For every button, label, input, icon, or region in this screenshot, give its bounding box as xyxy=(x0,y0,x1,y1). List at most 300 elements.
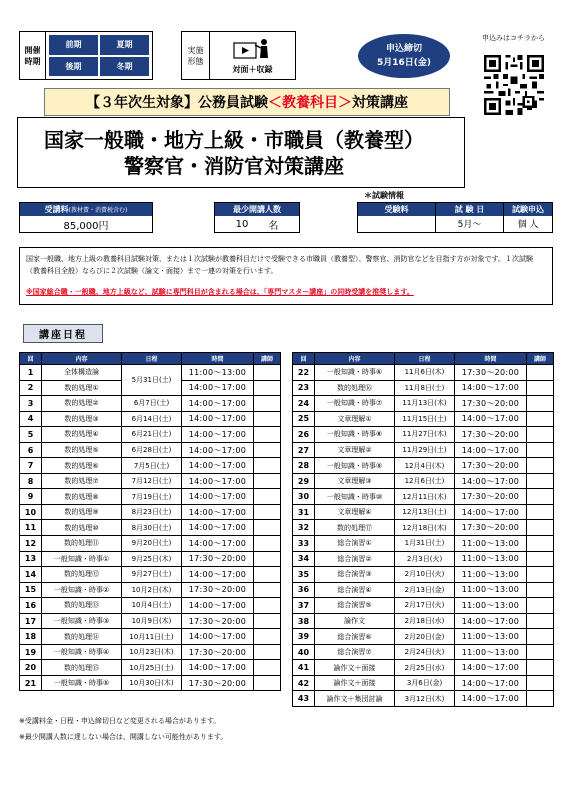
session-instructor xyxy=(527,551,554,567)
session-content: 一般知識・時事⑨ xyxy=(315,458,395,474)
exam-date-col xyxy=(436,203,504,232)
session-instructor xyxy=(527,473,554,489)
header-content: 内容 xyxy=(42,353,122,365)
session-content: 文章理解② xyxy=(315,442,395,458)
table-row xyxy=(293,629,554,645)
fee-value: 85,000円 xyxy=(63,221,109,232)
session-time: 14:00～17:00 xyxy=(182,489,254,505)
session-date: 8月30日(土) xyxy=(122,520,182,536)
session-date: 2月25日(水) xyxy=(395,660,455,676)
session-number: 13 xyxy=(20,551,42,567)
table-row xyxy=(293,551,554,567)
session-time: 14:00～17:00 xyxy=(455,473,527,489)
session-date: 11月13日(木) xyxy=(395,396,455,412)
session-instructor xyxy=(527,489,554,505)
session-time: 17:30～20:00 xyxy=(182,675,254,691)
session-number: 43 xyxy=(293,691,315,707)
period-cell-autumn: 後期 xyxy=(49,57,98,77)
header-date: 日程 xyxy=(395,353,455,365)
table-row xyxy=(20,629,281,645)
session-instructor xyxy=(254,396,281,412)
header-content: 内容 xyxy=(315,353,395,365)
session-number: 28 xyxy=(293,458,315,474)
session-content: 論作文＋面接 xyxy=(315,675,395,691)
session-instructor xyxy=(254,458,281,474)
session-time: 14:00～17:00 xyxy=(182,411,254,427)
session-instructor xyxy=(254,629,281,645)
session-time: 11:00～13:00 xyxy=(455,536,527,552)
period-cell-spring: 前期 xyxy=(49,35,98,55)
session-content: 文章理解③ xyxy=(315,473,395,489)
session-date: 6月14日(土) xyxy=(122,411,182,427)
table-row xyxy=(20,411,281,427)
table-row xyxy=(293,489,554,505)
table-row xyxy=(293,365,554,381)
session-content: 総合演習① xyxy=(315,536,395,552)
session-date: 9月25日(木) xyxy=(122,551,182,567)
session-number: 19 xyxy=(20,644,42,660)
session-time: 14:00～17:00 xyxy=(182,380,254,396)
exam-date-value: 5月～ xyxy=(457,220,482,231)
session-instructor xyxy=(254,675,281,691)
banner-subject: ＜教養科目＞ xyxy=(268,95,352,111)
table-row xyxy=(293,567,554,583)
session-number: 42 xyxy=(293,675,315,691)
session-date: 11月6日(木) xyxy=(395,365,455,381)
session-instructor xyxy=(254,644,281,660)
session-date: 10月2日(木) xyxy=(122,582,182,598)
session-date: 6月21日(土) xyxy=(122,427,182,443)
session-time: 14:00～17:00 xyxy=(455,380,527,396)
classroom-video-icon xyxy=(231,36,275,62)
session-date: 12月4日(木) xyxy=(395,458,455,474)
session-time: 14:00～17:00 xyxy=(455,691,527,707)
session-time: 14:00～17:00 xyxy=(182,504,254,520)
session-content: 総合演習③ xyxy=(315,567,395,583)
session-number: 9 xyxy=(20,489,42,505)
session-number: 20 xyxy=(20,660,42,676)
session-time: 14:00～17:00 xyxy=(182,473,254,489)
session-number: 37 xyxy=(293,598,315,614)
session-date: 7月19日(土) xyxy=(122,489,182,505)
table-row xyxy=(293,644,554,660)
session-date: 3月6日(金) xyxy=(395,675,455,691)
session-date: 11月15日(土) xyxy=(395,411,455,427)
banner-target: 【３年次生対象】公務員試験 xyxy=(86,95,268,111)
session-content: 論作文 xyxy=(315,613,395,629)
session-number: 36 xyxy=(293,582,315,598)
session-date: 11月29日(土) xyxy=(395,442,455,458)
session-content: 一般知識・時事⑥ xyxy=(315,365,395,381)
session-number: 21 xyxy=(20,675,42,691)
session-number: 29 xyxy=(293,473,315,489)
session-time: 14:00～17:00 xyxy=(182,536,254,552)
session-content: 数的処理⑫ xyxy=(42,567,122,583)
session-date: 12月13日(土) xyxy=(395,504,455,520)
session-content: 総合演習⑤ xyxy=(315,598,395,614)
session-time: 11:00～13:00 xyxy=(455,629,527,645)
session-instructor xyxy=(254,660,281,676)
session-instructor xyxy=(254,504,281,520)
fee-header xyxy=(20,203,152,216)
table-row xyxy=(293,473,554,489)
session-date: 2月24日(火) xyxy=(395,644,455,660)
session-number: 34 xyxy=(293,551,315,567)
session-instructor xyxy=(254,551,281,567)
session-content: 数的処理⑤ xyxy=(42,442,122,458)
session-instructor xyxy=(527,380,554,396)
session-date: 9月27日(土) xyxy=(122,567,182,583)
description-text: 国家一般職、地方上級の教養科目試験対策、または１次試験が教養科目だけで受験できる市職員（教養型）、警察官、消防官などを目指す方が対象です。１次試験（教養科目全般）ならびに２次試験（論文・面接）まで一連の対策を行います。 xyxy=(26,255,533,275)
fee-label-note: (教材費・消費税含む) xyxy=(68,207,128,214)
exam-info-box xyxy=(357,202,553,233)
session-time: 11:00～13:00 xyxy=(455,598,527,614)
session-date: 8月23日(土) xyxy=(122,504,182,520)
exam-fee-value xyxy=(358,216,435,232)
session-number: 27 xyxy=(293,442,315,458)
format-text: 対面＋収録 xyxy=(232,65,273,74)
table-row xyxy=(20,489,281,505)
session-time: 11:00～13:00 xyxy=(182,365,254,381)
table-row xyxy=(20,660,281,676)
session-date: 5月31日(土) xyxy=(122,365,182,396)
footnote-changes: ※受講料金・日程・申込締切日など変更される場合があります。 xyxy=(19,717,221,725)
session-instructor xyxy=(527,520,554,536)
main-title-line1: 国家一般職・地方上級・市職員（教養型） xyxy=(44,127,424,152)
session-content: 数的処理③ xyxy=(42,411,122,427)
min-students-value xyxy=(215,216,299,233)
session-instructor xyxy=(527,365,554,381)
schedule-header-row xyxy=(20,353,281,365)
format-box xyxy=(181,31,296,80)
table-row xyxy=(20,551,281,567)
session-date: 10月23日(木) xyxy=(122,644,182,660)
session-date: 10月11日(土) xyxy=(122,629,182,645)
session-instructor xyxy=(254,411,281,427)
session-date: 6月7日(土) xyxy=(122,396,182,412)
session-time: 11:00～13:00 xyxy=(455,582,527,598)
table-row xyxy=(20,504,281,520)
min-students-header: 最少開講人数 xyxy=(215,203,299,216)
table-row xyxy=(20,567,281,583)
session-time: 14:00～17:00 xyxy=(182,458,254,474)
session-instructor xyxy=(527,598,554,614)
session-number: 32 xyxy=(293,520,315,536)
min-students-unit: 名 xyxy=(268,221,279,232)
session-content: 数的処理⑮ xyxy=(42,660,122,676)
schedule-title: 講座日程 xyxy=(23,324,103,343)
table-row xyxy=(293,411,554,427)
session-number: 7 xyxy=(20,458,42,474)
session-instructor xyxy=(527,675,554,691)
session-content: 全体構造論 xyxy=(42,365,122,381)
period-cell-summer: 夏期 xyxy=(100,35,149,55)
period-box xyxy=(19,31,153,80)
header-instructor: 講師 xyxy=(527,353,554,365)
header-instructor: 講師 xyxy=(254,353,281,365)
session-content: 数的処理⑪ xyxy=(42,536,122,552)
table-row xyxy=(20,396,281,412)
table-row xyxy=(20,442,281,458)
session-date: 2月20日(金) xyxy=(395,629,455,645)
qr-code-icon[interactable] xyxy=(484,55,544,115)
session-date: 3月12日(木) xyxy=(395,691,455,707)
table-row xyxy=(293,613,554,629)
session-time: 11:00～13:00 xyxy=(455,551,527,567)
session-time: 17:30～20:00 xyxy=(182,551,254,567)
session-date: 6月28日(土) xyxy=(122,442,182,458)
table-row xyxy=(20,458,281,474)
table-row xyxy=(293,582,554,598)
session-instructor xyxy=(527,691,554,707)
session-time: 17:30～20:00 xyxy=(182,644,254,660)
target-banner xyxy=(44,88,450,116)
table-row xyxy=(293,520,554,536)
session-number: 23 xyxy=(293,380,315,396)
session-instructor xyxy=(254,473,281,489)
session-number: 15 xyxy=(20,582,42,598)
min-students-box xyxy=(214,202,300,233)
session-number: 8 xyxy=(20,473,42,489)
session-number: 39 xyxy=(293,629,315,645)
min-students-number: 10 xyxy=(235,219,249,230)
table-row xyxy=(20,675,281,691)
session-content: 数的処理⑦ xyxy=(42,473,122,489)
session-date: 10月30日(木) xyxy=(122,675,182,691)
session-instructor xyxy=(254,380,281,396)
table-row xyxy=(293,536,554,552)
main-title-line2: 警察官・消防官対策講座 xyxy=(124,153,344,178)
session-number: 6 xyxy=(20,442,42,458)
table-row xyxy=(293,427,554,443)
session-instructor xyxy=(527,644,554,660)
session-instructor xyxy=(254,520,281,536)
session-date: 9月20日(土) xyxy=(122,536,182,552)
session-instructor xyxy=(254,427,281,443)
description-warning: ※国家総合職・一般職、地方上級など、試験に専門科目が含まれる場合は、「専門マスター講座」の同時受講を推奨します。 xyxy=(26,288,414,296)
session-number: 1 xyxy=(20,365,42,381)
session-time: 11:00～13:00 xyxy=(455,567,527,583)
session-content: 数的処理⑰ xyxy=(315,520,395,536)
period-label: 開催 時期 xyxy=(20,32,46,79)
session-content: 総合演習⑦ xyxy=(315,644,395,660)
format-body xyxy=(210,32,295,79)
table-row xyxy=(20,473,281,489)
session-content: 数的処理① xyxy=(42,380,122,396)
table-row xyxy=(293,675,554,691)
session-number: 2 xyxy=(20,380,42,396)
exam-fee-col xyxy=(358,203,436,232)
session-instructor xyxy=(527,504,554,520)
session-content: 一般知識・時事① xyxy=(42,551,122,567)
session-number: 35 xyxy=(293,567,315,583)
session-date: 12月18日(木) xyxy=(395,520,455,536)
session-instructor xyxy=(527,396,554,412)
session-content: 一般知識・時事⑦ xyxy=(315,396,395,412)
header-time: 時間 xyxy=(182,353,254,365)
session-time: 11:00～13:00 xyxy=(455,644,527,660)
exam-fee-header: 受験料 xyxy=(358,203,435,216)
session-content: 論作文＋面接 xyxy=(315,660,395,676)
table-row xyxy=(20,536,281,552)
session-time: 17:30～20:00 xyxy=(455,427,527,443)
session-time: 17:30～20:00 xyxy=(455,396,527,412)
table-row xyxy=(293,458,554,474)
table-row xyxy=(293,380,554,396)
session-number: 38 xyxy=(293,613,315,629)
table-row xyxy=(20,598,281,614)
session-instructor xyxy=(254,365,281,381)
session-date: 2月18日(水) xyxy=(395,613,455,629)
session-date: 2月13日(金) xyxy=(395,582,455,598)
session-time: 17:30～20:00 xyxy=(455,458,527,474)
schedule-table-right xyxy=(292,352,554,707)
session-instructor xyxy=(254,613,281,629)
session-content: 数的処理⑬ xyxy=(42,598,122,614)
session-content: 数的処理⑨ xyxy=(42,504,122,520)
session-instructor xyxy=(527,582,554,598)
session-date: 10月4日(土) xyxy=(122,598,182,614)
session-number: 16 xyxy=(20,598,42,614)
session-time: 14:00～17:00 xyxy=(455,675,527,691)
session-time: 17:30～20:00 xyxy=(455,365,527,381)
session-number: 41 xyxy=(293,660,315,676)
session-instructor xyxy=(527,411,554,427)
fee-label: 受講料 xyxy=(44,205,69,214)
table-row xyxy=(20,427,281,443)
session-number: 4 xyxy=(20,411,42,427)
session-content: 一般知識・時事② xyxy=(42,582,122,598)
session-date: 2月17日(火) xyxy=(395,598,455,614)
session-time: 14:00～17:00 xyxy=(455,660,527,676)
description-box xyxy=(19,247,553,305)
session-number: 40 xyxy=(293,644,315,660)
table-row xyxy=(20,582,281,598)
table-row xyxy=(293,660,554,676)
session-number: 12 xyxy=(20,536,42,552)
deadline-date: 5月16日(金) xyxy=(376,58,431,68)
session-date: 11月27日(木) xyxy=(395,427,455,443)
session-instructor xyxy=(527,613,554,629)
session-time: 17:30～20:00 xyxy=(182,613,254,629)
table-row xyxy=(20,613,281,629)
period-grid xyxy=(46,32,152,79)
session-time: 17:30～20:00 xyxy=(455,489,527,505)
session-date: 2月10日(火) xyxy=(395,567,455,583)
session-number: 3 xyxy=(20,396,42,412)
session-content: 総合演習⑥ xyxy=(315,629,395,645)
deadline-label: 申込締切 xyxy=(385,44,422,54)
session-instructor xyxy=(254,442,281,458)
table-row xyxy=(293,442,554,458)
session-time: 14:00～17:00 xyxy=(182,520,254,536)
table-row xyxy=(293,396,554,412)
session-number: 26 xyxy=(293,427,315,443)
session-content: 文章理解④ xyxy=(315,504,395,520)
session-instructor xyxy=(527,536,554,552)
session-content: 数的処理② xyxy=(42,396,122,412)
session-time: 14:00～17:00 xyxy=(455,442,527,458)
format-label: 実施 形態 xyxy=(182,32,210,79)
session-instructor xyxy=(527,442,554,458)
session-date: 12月6日(土) xyxy=(395,473,455,489)
session-number: 5 xyxy=(20,427,42,443)
table-row xyxy=(20,644,281,660)
session-instructor xyxy=(527,629,554,645)
session-time: 17:30～20:00 xyxy=(182,582,254,598)
session-time: 14:00～17:00 xyxy=(455,613,527,629)
session-date: 1月31日(土) xyxy=(395,536,455,552)
header-no: 回 xyxy=(20,353,42,365)
session-content: 数的処理⑧ xyxy=(42,489,122,505)
session-content: 文章理解① xyxy=(315,411,395,427)
session-instructor xyxy=(254,567,281,583)
session-content: 数的処理⑭ xyxy=(42,629,122,645)
session-time: 14:00～17:00 xyxy=(182,442,254,458)
session-content: 一般知識・時事⑩ xyxy=(315,489,395,505)
table-row xyxy=(293,504,554,520)
session-instructor xyxy=(527,660,554,676)
session-time: 14:00～17:00 xyxy=(182,660,254,676)
session-content: 一般知識・時事③ xyxy=(42,613,122,629)
schedule-table-left xyxy=(19,352,281,691)
exam-apply-header: 試験申込 xyxy=(504,203,552,216)
table-row xyxy=(293,691,554,707)
exam-apply-value: 個 人 xyxy=(517,220,539,231)
exam-info-label: ＊試験情報 xyxy=(364,191,404,200)
session-time: 14:00～17:00 xyxy=(182,629,254,645)
session-time: 14:00～17:00 xyxy=(182,427,254,443)
session-number: 22 xyxy=(293,365,315,381)
session-date: 10月25日(土) xyxy=(122,660,182,676)
session-content: 一般知識・時事⑤ xyxy=(42,675,122,691)
session-content: 数的処理⑩ xyxy=(42,520,122,536)
session-instructor xyxy=(254,598,281,614)
session-number: 10 xyxy=(20,504,42,520)
header-time: 時間 xyxy=(455,353,527,365)
session-content: 数的処理⑥ xyxy=(42,458,122,474)
fee-box xyxy=(19,202,153,233)
session-number: 33 xyxy=(293,536,315,552)
banner-course: 対策講座 xyxy=(352,95,408,111)
session-instructor xyxy=(254,489,281,505)
exam-apply-col xyxy=(504,203,552,232)
header-no: 回 xyxy=(293,353,315,365)
session-date: 7月5日(土) xyxy=(122,458,182,474)
session-date: 7月12日(土) xyxy=(122,473,182,489)
deadline-badge xyxy=(358,34,450,78)
session-time: 14:00～17:00 xyxy=(182,567,254,583)
session-date: 2月3日(火) xyxy=(395,551,455,567)
session-content: 数的処理⑯ xyxy=(315,380,395,396)
session-content: 数的処理④ xyxy=(42,427,122,443)
period-cell-winter: 冬期 xyxy=(100,57,149,77)
session-instructor xyxy=(527,427,554,443)
session-time: 14:00～17:00 xyxy=(182,598,254,614)
session-number: 17 xyxy=(20,613,42,629)
session-time: 14:00～17:00 xyxy=(455,411,527,427)
session-time: 14:00～17:00 xyxy=(455,504,527,520)
session-instructor xyxy=(254,536,281,552)
session-number: 14 xyxy=(20,567,42,583)
session-number: 31 xyxy=(293,504,315,520)
main-title-box xyxy=(17,117,465,188)
session-content: 論作文＋集団討論 xyxy=(315,691,395,707)
session-content: 総合演習② xyxy=(315,551,395,567)
schedule-header-row xyxy=(293,353,554,365)
qr-label: 申込みはコチラから xyxy=(482,34,545,42)
table-row xyxy=(20,520,281,536)
